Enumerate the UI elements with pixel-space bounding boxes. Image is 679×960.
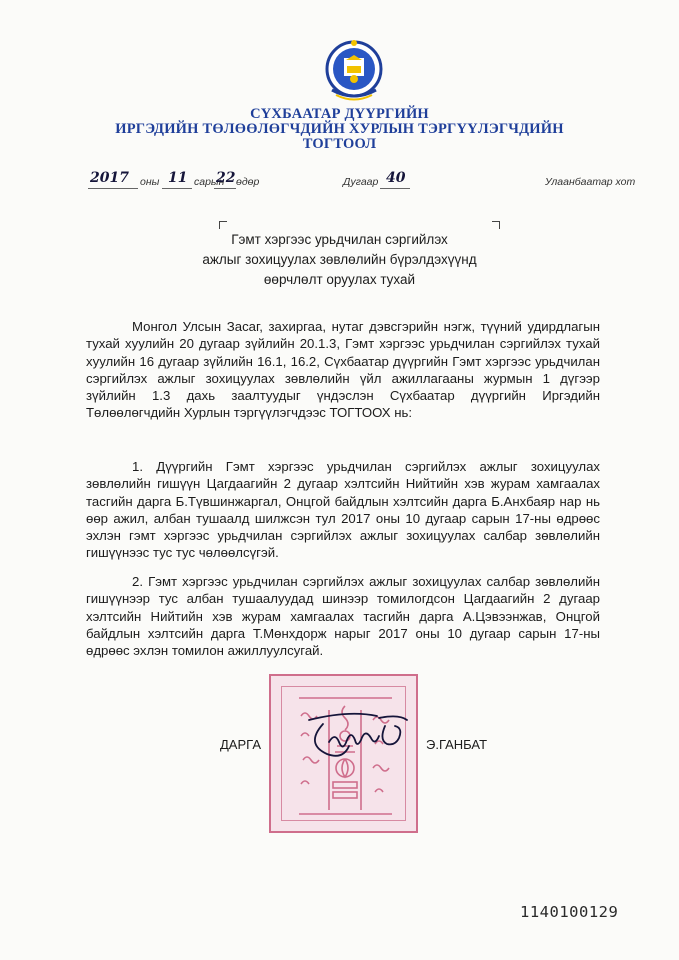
- signatory-name: Э.ГАНБАТ: [426, 737, 488, 752]
- title-line-1: Гэмт хэргээс урьдчилан сэргийлэх: [231, 232, 448, 247]
- title-bracket-left: [219, 221, 227, 229]
- council-name: ИРГЭДИЙН ТӨЛӨӨЛӨГЧДИЙН ХУРЛЫН ТЭРГҮҮЛЭГЧДИЙН: [115, 121, 564, 137]
- city-name: Улаанбаатар хот: [545, 176, 636, 188]
- date-year-suffix: оны: [140, 176, 160, 188]
- date-month: 11: [168, 170, 188, 186]
- number-label: Дугаар: [343, 176, 379, 188]
- date-line: [0, 170, 679, 192]
- title-bracket-right: [492, 221, 500, 229]
- document-number: 40: [386, 170, 406, 186]
- document-header: [0, 107, 679, 152]
- preamble-paragraph: Монгол Улсын Засаг, захиргаа, нутаг дэвсгэрийн нэгж, түүний удирдлагын тухай хуулийн 20 дугаар зүйлийн 20.1.3, Гэмт хэргээс урьдчилан сэргийлэх тухай хуулийн 16 дугаар зүйлийн 16.1, 16.2, Сүхбаатар дүүргийн Гэмт хэргээс урьдчилан сэргийлэх ажлыг зохицуулах зөвлөлийн үйл ажиллагааны журмын 1 дүгээр зүйлийн 1.3 дахь заалтуудыг үндэслэн Сүхбаатар дүүргийн Иргэдийн Төлөөлөгчдийн Хурлын тэргүүлэгчдээс ТОГТООХ нь:: [86, 319, 600, 421]
- resolution-item-1: 1. Дүүргийн Гэмт хэргээс урьдчилан сэргийлэх ажлыг зохицуулах зөвлөлийн гишүүн Цагдаагийн 2 дугаар хэлтсийн Нийтийн хэв журам хамгаалах тасгийн дарга Б.Түвшинжаргал, Онцгой байдлын хэлтсийн дарга Б.Анхбаяр нар нь өөр ажил, албан тушаалд шилжсэн тул 2017 оны 10 дугаар сарын 17-ны өдрөөс эхлэн гэмт хэргээс урьдчилан сэргийлэх ажлыг зохицуулах салбар зөвлөлийн гишүүнээс тус тус чөлөөлсүгэй.: [86, 459, 600, 561]
- document-title: [0, 230, 679, 290]
- date-year: 2017: [90, 170, 129, 186]
- date-day-suffix: өдөр: [236, 176, 260, 188]
- document-type: ТОГТООЛ: [302, 136, 377, 152]
- date-day: 22: [216, 170, 236, 186]
- signatory-role: ДАРГА: [220, 737, 261, 752]
- resolution-item-2: 2. Гэмт хэргээс урьдчилан сэргийлэх ажлыг зохицуулах салбар зөвлөлийн гишүүнээр тус албан тушаалуудад шинээр томилогдсон Цагдаагийн 2 дугаар хэлтсийн Нийтийн хэв журам хамгаалах тасгийн дарга А.Цэвээнжав, Онцгой байдлын хэлтсийн дарга Т.Мөнхдорж нарыг 2017 оны 10 дугаар сарын 17-ны өдрөөс эхлэн томилон ажиллуулсугай.: [86, 574, 600, 659]
- date-month-suffix: сарын: [194, 176, 225, 188]
- title-line-3: өөрчлөлт оруулах тухай: [263, 272, 416, 287]
- registration-number: 1140100129: [520, 903, 619, 921]
- district-name: СҮХБААТАР ДҮҮРГИЙН: [250, 106, 429, 122]
- handwritten-signature-icon: [295, 706, 435, 766]
- title-line-2: ажлыг зохицуулах зөвлөлийн бүрэлдэхүүнд: [202, 252, 477, 267]
- state-emblem-icon: [322, 38, 386, 104]
